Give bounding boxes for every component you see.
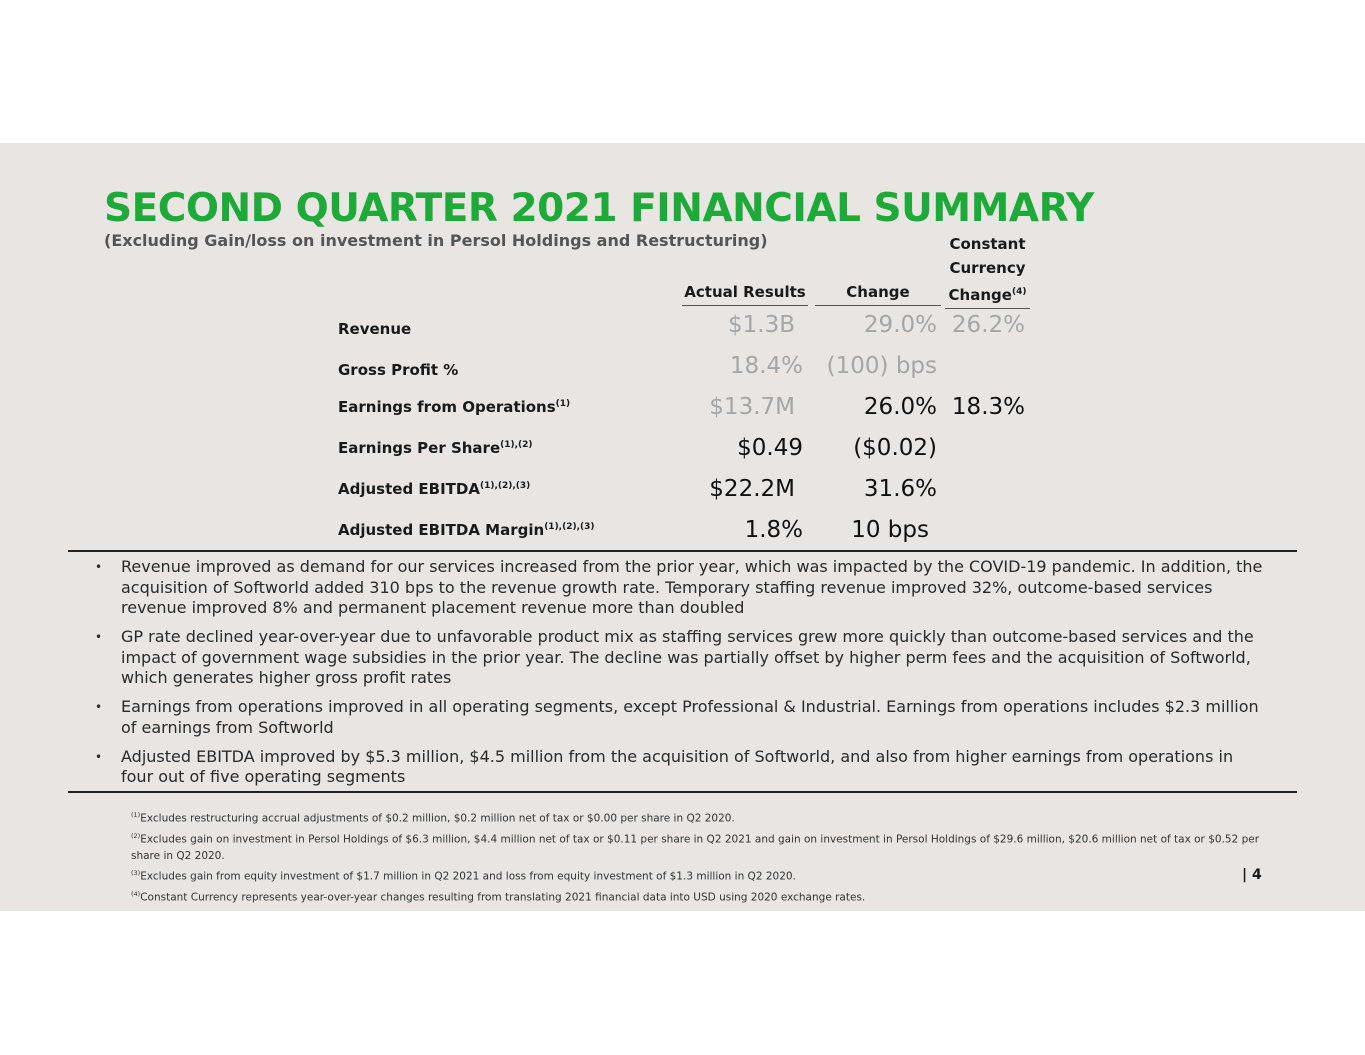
ebitda-margin-change: 10 bps — [851, 517, 929, 543]
column-header-cc-line1: Constant — [949, 235, 1026, 253]
revenue-cc-change: 26.2% — [951, 312, 1025, 338]
gross-profit-change: (100) bps — [826, 353, 937, 379]
column-header-cc-line2: Currency — [949, 259, 1026, 277]
revenue-change: 29.0% — [863, 312, 937, 338]
row-label-revenue: Revenue — [338, 320, 412, 338]
column-header-change-label: Change — [846, 283, 910, 301]
list-item: • GP rate declined year-over-year due to unfavorable product mix as staffing services grew more quickly than outcome-based services and the impact of government wage subsidies in the prior year. The decline was partially offset by higher perm fees and the acquisition of Softworld, which generates higher gross profit rates — [95, 627, 1254, 687]
ebitda-actual: $22.2M — [709, 476, 795, 502]
revenue-actual: $1.3B — [728, 312, 795, 338]
footnotes — [131, 807, 1276, 906]
row-label-adjusted-ebitda-margin: Adjusted EBITDA Margin$^{(1),(2),(3)}$ — [338, 521, 595, 539]
page-subtitle: (Excluding Gain/loss on investment in Persol Holdings and Restructuring) — [104, 231, 768, 250]
footnote-3: $^{(3)}$Excludes gain from equity investment of $1.7 million in Q2 2021 and loss from equity investment of $1.3 million in Q2 2020. — [131, 869, 796, 883]
footnote-4: $^{(4)}$Constant Currency represents year-over-year changes resulting from translating 2021 financial data into USD using 2020 exchange rates. — [131, 889, 866, 903]
column-header-actual — [682, 280, 808, 306]
page-title: SECOND QUARTER 2021 FINANCIAL SUMMARY — [104, 186, 1094, 231]
page-number: | 4 — [1242, 867, 1262, 883]
eps-change: ($0.02) — [853, 435, 937, 461]
list-item: • Earnings from operations improved in all operating segments, except Professional & Industrial. Earnings from operations includes $2.3 million of earnings from Softworld — [95, 697, 1259, 737]
column-header-cc-line3: Change — [948, 286, 1012, 304]
footnote-1: $^{(1)}$Excludes restructuring accrual adjustments of $0.2 million, $0.2 million net of tax or $0.00 per share in Q2 2020. — [131, 811, 735, 825]
column-header-cc-footnote: (4) — [1011, 287, 1027, 297]
row-label-gross-profit: Gross Profit % — [338, 361, 459, 379]
commentary-list — [90, 557, 1270, 796]
divider-top — [68, 550, 1297, 552]
column-header-change — [815, 280, 941, 306]
row-label-earnings-from-operations: Earnings from Operations$^{(1)}$ — [338, 398, 571, 416]
earnings-ops-actual: $13.7M — [709, 394, 795, 420]
column-header-actual-label: Actual Results — [684, 283, 806, 301]
earnings-ops-change: 26.0% — [863, 394, 937, 420]
list-item: • Adjusted EBITDA improved by $5.3 million, $4.5 million from the acquisition of Softworld, and also from higher earnings from operations in four out of five operating segments — [95, 746, 1234, 786]
list-item: • Revenue improved as demand for our services increased from the prior year, which was impacted by the COVID-19 pandemic. In addition, the acquisition of Softworld added 310 bps to the revenue growth rate. Temporary staffing revenue improved 32%, outcome-based services revenue improved 8% and permanent placement revenue more than doubled — [95, 557, 1263, 617]
column-header-constant-currency — [945, 232, 1030, 309]
ebitda-margin-actual: 1.8% — [744, 517, 803, 543]
row-label-adjusted-ebitda: Adjusted $EBITDA^{(1),(2),(3)}$ — [338, 480, 531, 498]
slide — [0, 143, 1365, 911]
earnings-ops-cc-change: 18.3% — [951, 394, 1025, 420]
eps-actual: $0.49 — [737, 435, 803, 461]
footnote-2: $^{(2)}$Excludes gain on investment in Persol Holdings of $6.3 million, $4.4 million net of tax or $0.11 per share in Q2 2021 and gain on investment in Persol Holdings of $29.6 million, $20.6 million net of tax or $0.52 per share in Q2 2020. — [131, 831, 1260, 862]
ebitda-change: 31.6% — [863, 476, 937, 502]
row-label-eps: Earnings Per Share$^{(1),(2)}$ — [338, 439, 533, 457]
gross-profit-actual: 18.4% — [729, 353, 803, 379]
divider-bottom — [68, 791, 1297, 793]
